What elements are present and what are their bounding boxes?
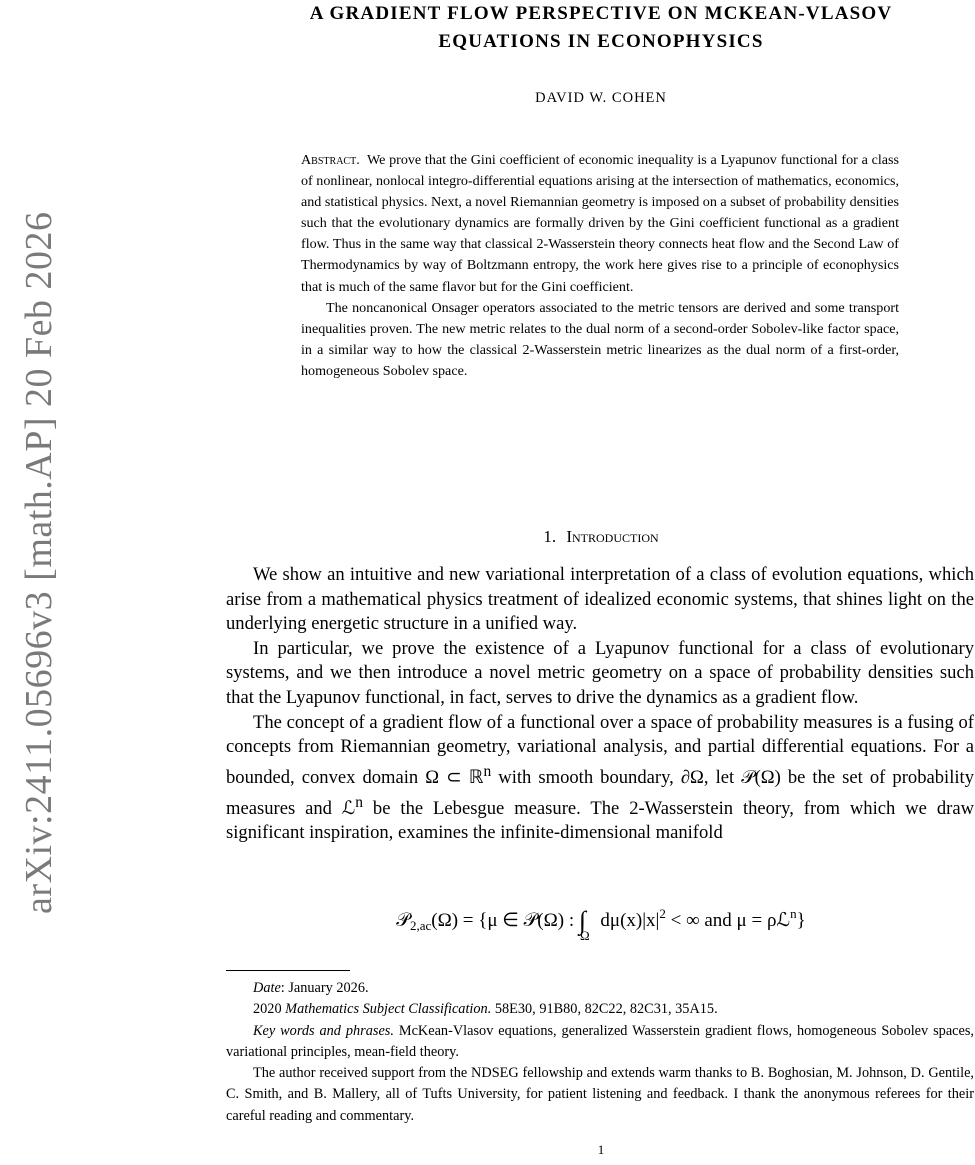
paper-title xyxy=(226,0,975,56)
integral-subscript: Ω xyxy=(579,928,590,943)
title-line-2: EQUATIONS IN ECONOPHYSICS xyxy=(438,31,764,52)
footnote-keywords xyxy=(226,1021,974,1064)
body-paragraph-1: We show an intuitive and new variational interpretation of a class of evolution equations, which arise from a mathematical physics treatment of idealized economic systems, that shines light on the underlying energetic structure in a unified way. xyxy=(226,564,974,635)
eq-close: } xyxy=(796,910,806,931)
eq-lhs-subscript: 2,ac xyxy=(409,918,432,933)
arxiv-sidebar xyxy=(0,0,58,1165)
eq-rest: < ∞ and μ = ρℒ xyxy=(665,910,791,931)
eq-integrand: dμ(x)|x| xyxy=(595,910,660,931)
abstract-paragraph-1 xyxy=(301,150,899,298)
page-number: 1 xyxy=(597,1142,605,1157)
abstract xyxy=(301,150,899,382)
keywords-value: McKean-Vlasov equations, generalized Wasserstein gradient flows, homogeneous Sobolev spaces, variational principles, mean-field theory. xyxy=(226,1022,974,1060)
superscript-n: n xyxy=(483,762,492,780)
title-line-1: A GRADIENT FLOW PERSPECTIVE ON MCKEAN-VLASOV xyxy=(309,3,893,24)
body-paragraph-2: In particular, we prove the existence of a Lyapunov functional for a class of evolutionary systems, and we then introduce a novel metric geometry on a space of probability densities such that the Lyapunov functional, in fact, serves to drive the dynamics as a gradient flow. xyxy=(226,637,974,708)
abstract-text-1: We prove that the Gini coefficient of economic inequality is a Lyapunov functional for a class of nonlinear, nonlocal integro-differential equations arising at the intersection of mathematics, economics, and statistical physics. Next, a novel Riemannian geometry is imposed on a subset of probability densities such that the evolutionary dynamics are formally driven by the Gini coefficient functional as a gradient flow. Thus in the same way that classical 2-Wasserstein theory connects heat flow and the Second Law of Thermodynamics by way of Boltzmann entropy, the work here gives rise to a principle of econophysics that is much of the same flavor but for the Gini coefficient. xyxy=(301,152,899,295)
eq-lhs: 𝒫 xyxy=(396,910,410,931)
eq-exponent-2: 2 xyxy=(659,906,666,921)
body-paragraph-3 xyxy=(226,711,974,846)
footnote-acknowledgment: The author received support from the NDSEG fellowship and extends warm thanks to B. Boghosian, M. Johnson, D. Gentile, C. Smith, and B. Mallery, all of Tufts University, for patient listening and feedback. I thank the anonymous referees for their careful reading and commentary. xyxy=(226,1065,974,1124)
arxiv-identifier: arXiv:2411.05696v3 [math.AP] 20 Feb 2026 xyxy=(18,211,60,914)
footnote-rule xyxy=(226,970,350,971)
introduction-body xyxy=(226,563,974,846)
date-value: : January 2026. xyxy=(280,980,369,996)
eq-exponent-n: n xyxy=(790,906,797,921)
eq-lhs-arg: (Ω) = {μ ∈ 𝒫(Ω) : xyxy=(431,910,579,931)
superscript-n: n xyxy=(355,793,364,811)
section-title: Introduction xyxy=(566,527,659,546)
section-heading xyxy=(226,527,975,547)
section-number: 1. xyxy=(543,527,557,546)
footnotes xyxy=(226,978,974,1127)
abstract-label: Abstract. xyxy=(301,152,360,168)
body-p3-part-a: The concept of a gradient flow of a functional over a space of probability measures is a fusing of concepts from Riemannian geometry, variational analysis, and partial differential equations. For a bounded, convex domain Ω ⊂ ℝ xyxy=(226,711,974,788)
msc-value: 58E30, 91B80, 82C22, 82C31, 35A15. xyxy=(491,1001,718,1018)
abstract-paragraph-2: The noncanonical Onsager operators associated to the metric tensors are derived and some transport inequalities proven. The new metric relates to the dual norm of a second-order Sobolev-like factor space, in a similar way to how the classical 2-Wasserstein metric linearizes as the dual norm of a first-order, homogeneous Sobolev space. xyxy=(301,299,899,379)
msc-prefix: 2020 xyxy=(253,1001,286,1018)
body-p3-part-c: be the Lebesgue measure. The 2-Wasserstein theory, from which we draw significant inspiration, examines the infinite-dimensional manifold xyxy=(226,797,974,844)
author-name: DAVID W. COHEN xyxy=(535,90,667,106)
date-label: Date xyxy=(253,980,281,996)
footnote-date xyxy=(226,978,974,999)
keywords-label: Key words and phrases. xyxy=(253,1022,394,1039)
msc-label: Mathematics Subject Classification. xyxy=(285,1001,492,1018)
body-p3-part-b: with smooth boundary, ∂Ω, let 𝒫(Ω) be the set of probability measures and ℒ xyxy=(226,766,975,819)
display-equation xyxy=(226,898,975,943)
integral-sign: ∫ xyxy=(578,906,586,935)
footnote-msc xyxy=(226,999,974,1020)
